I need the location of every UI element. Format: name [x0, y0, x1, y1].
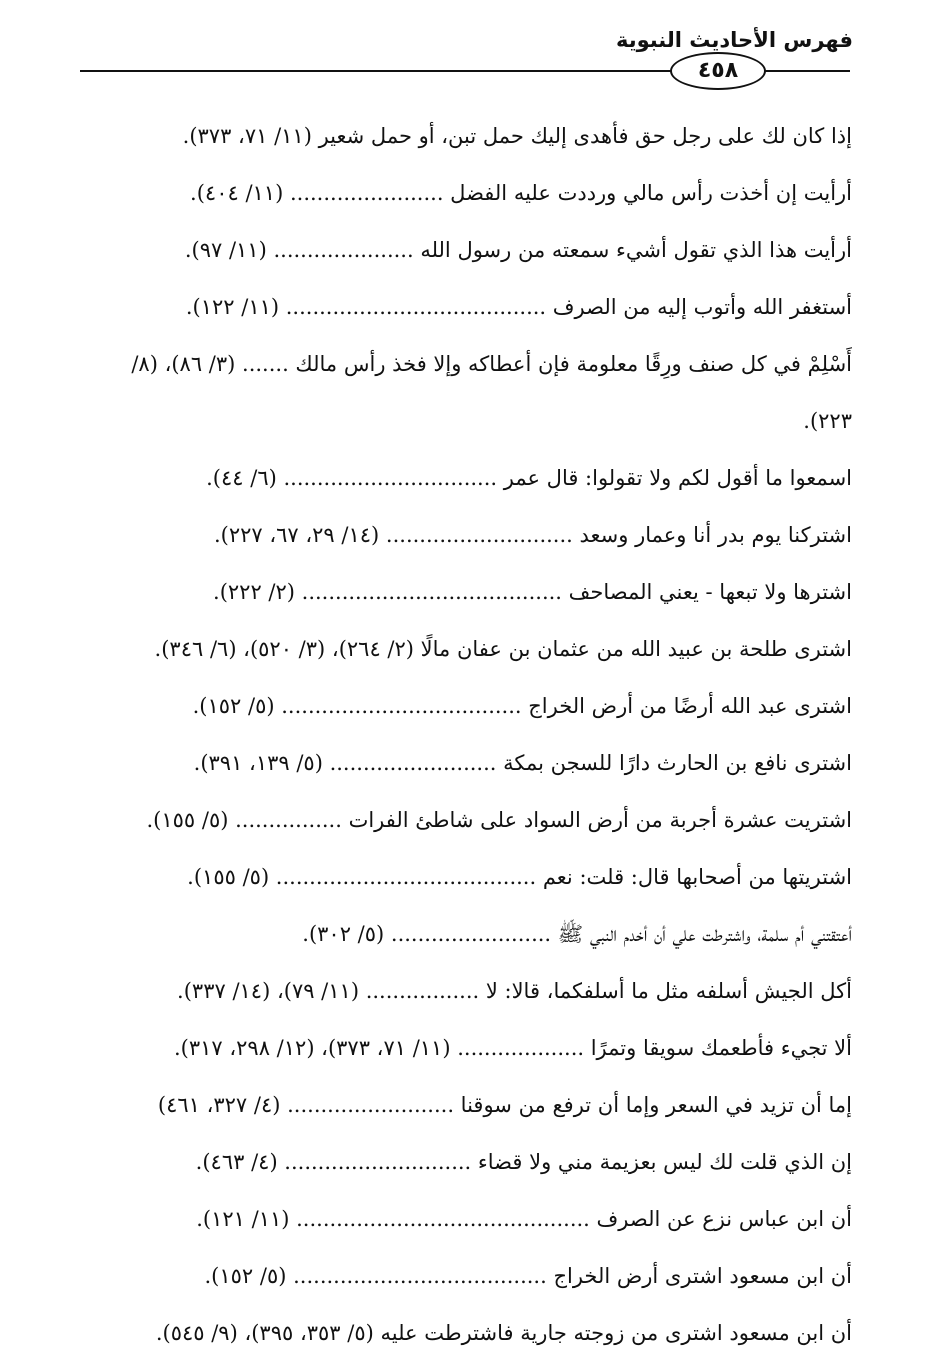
- hadith-index-list: [80, 108, 852, 1362]
- index-entry: اشترى نافع بن الحارث دارًا للسجن بمكة ......................... (٥/ ١٣٩، ٣٩١).: [193, 751, 852, 775]
- index-entry: اشترها ولا تبعها - يعني المصاحف ....................................... (٢/ ٢٢٢).: [213, 580, 852, 604]
- index-entry: أرأيت هذا الذي تقول أشيء سمعته من رسول الله ..................... (١١/ ٩٧).: [184, 238, 852, 262]
- index-entry: إن الذي قلت لك ليس بعزيمة مني ولا قضاء ............................ (٤/ ٤٦٣).: [195, 1150, 852, 1174]
- page-number: ٤٥٨: [670, 52, 766, 90]
- index-entry: اشتريتها من أصحابها قال: قلت: نعم ....................................... (٥/ ١٥٥).: [187, 865, 852, 889]
- index-entry: اسمعوا ما أقول لكم ولا تقولوا: قال عمر ................................ (٦/ ٤٤).: [206, 466, 852, 490]
- running-title: فهرس الأحاديث النبوية: [615, 28, 853, 52]
- index-entry: أكل الجيش أسلفه مثل ما أسلفكما، قالا: لا ................. (١١/ ٧٩)، (١٤/ ٣٣٧).: [177, 979, 852, 1003]
- index-entry: اشتركنا يوم بدر أنا وعمار وسعد ............................ (١٤/ ٢٩، ٦٧، ٢٢٧).: [213, 523, 852, 547]
- index-entry: أن ابن مسعود اشترى أرض الخراج ...................................... (٥/ ١٥٢).: [204, 1264, 852, 1288]
- index-entry: أن ابن عباس نزع عن الصرف ............................................ (١١/ ١٢١).: [196, 1207, 852, 1231]
- index-entry: ألا تجيء فأطعمك سويقا وتمرًا ................... (١١/ ٧١، ٣٧٣)، (١٢/ ٢٩٨، ٣١٧).: [173, 1036, 852, 1060]
- index-entry: أن ابن مسعود اشترى من زوجته جارية فاشترطت عليه (٥/ ٣٥٣، ٣٩٥)، (٩/ ٥٤٥).: [155, 1321, 852, 1345]
- index-entry: إذا كان لك على رجل حق فأهدى إليك حمل تبن، أو حمل شعير (١١/ ٧١، ٣٧٣).: [182, 124, 852, 148]
- index-entry: أرأيت إن أخذت رأس مالي ورددت عليه الفضل ....................... (١١/ ٤٠٤).: [190, 181, 852, 205]
- index-entry: اشتريت عشرة أجربة من أرض السواد على شاطئ الفرات ................ (٥/ ١٥٥).: [146, 808, 852, 832]
- index-entry: اشترى طلحة بن عبيد الله من عثمان بن عفان مالًا (٢/ ٢٦٤)، (٣/ ٥٢٠)، (٦/ ٣٤٦).: [154, 637, 852, 661]
- index-entry: أَسْلِمْ في كل صنف ورِقًا معلومة فإن أعطاكه وإلا فخذ رأس مالك ....... (٣/ ٨٦)، (٨/ ٢٢٣).: [131, 352, 852, 433]
- index-entry: أستغفر الله وأتوب إليه من الصرف ....................................... (١١/ ١٢٢).: [185, 295, 852, 319]
- index-entry: إما أن تزيد في السعر وإما أن ترفع من سوقنا ......................... (٤/ ٣٢٧، ٤٦١): [157, 1093, 852, 1117]
- index-entry: اشترى عبد الله أرضًا من أرض الخراج .................................... (٥/ ١٥٢).: [192, 694, 852, 718]
- index-entry: أعتقتني أم سلمة، واشترطت علي أن أخدم النبي ﷺ ........................ (٥/ ٣٠٢).: [302, 922, 852, 946]
